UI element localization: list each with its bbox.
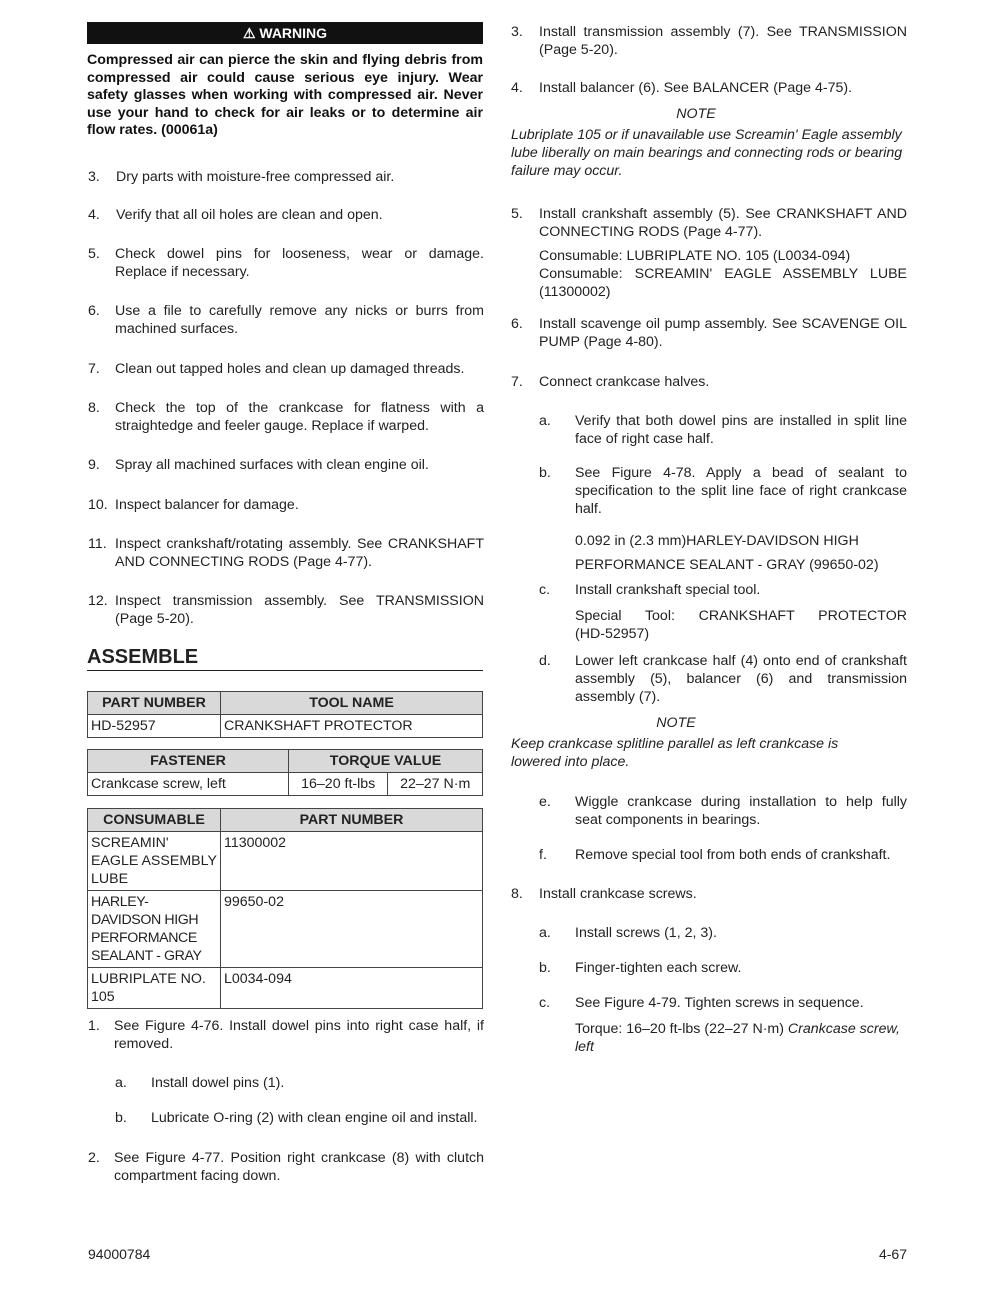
torque-spec: Torque: 16–20 ft-lbs (22–27 N·m) Crankcase screw, left bbox=[575, 1021, 900, 1055]
table-cell: HD-52957 bbox=[88, 715, 221, 738]
table-row bbox=[88, 968, 483, 1009]
table-cell: Crankcase screw, left bbox=[88, 773, 289, 796]
warning-banner: ⚠ WARNING bbox=[87, 22, 483, 44]
sealant-spec: 0.092 in (2.3 mm)HARLEY-DAVIDSON HIGH PERFORMANCE SEALANT - GRAY (99650-02) bbox=[575, 533, 879, 573]
table-cell: L0034-094 bbox=[221, 968, 483, 1009]
section-heading-assemble: ASSEMBLE bbox=[87, 646, 483, 671]
table-cell: LUBRIPLATE NO. 105 bbox=[88, 968, 221, 1009]
column-header: TOOL NAME bbox=[221, 692, 483, 715]
column-header: PART NUMBER bbox=[221, 809, 483, 832]
table-cell: SCREAMIN' EAGLE ASSEMBLY LUBE bbox=[88, 832, 221, 891]
note-title: NOTE bbox=[676, 106, 716, 122]
note-text: Lubriplate 105 or if unavailable use Screamin' Eagle assembly lube liberally on main bearings and connecting rods or bearing failure may occur. bbox=[511, 127, 903, 179]
column-header: FASTENER bbox=[88, 750, 289, 773]
table-row bbox=[88, 773, 483, 796]
tool-table bbox=[87, 691, 483, 738]
table-cell: 16–20 ft-lbs bbox=[289, 773, 388, 796]
left-column bbox=[87, 22, 483, 140]
table-cell: 22–27 N·m bbox=[388, 773, 483, 796]
warning-text: Compressed air can pierce the skin and flying debris from compressed air could cause serious eye injury. Wear safety glasses when working with compressed air. Never use your hand to check for air leaks or to determine air flow rates. (00061a) bbox=[87, 52, 483, 139]
consumable-table bbox=[87, 808, 483, 1009]
column-header: PART NUMBER bbox=[88, 692, 221, 715]
table-row bbox=[88, 832, 483, 891]
table-row bbox=[88, 891, 483, 968]
table-cell: CRANKSHAFT PROTECTOR bbox=[221, 715, 483, 738]
consumable-spec: Consumable: LUBRIPLATE NO. 105 (L0034-094) Consumable: SCREAMIN' EAGLE ASSEMBLY LUBE (11300002) bbox=[539, 248, 907, 300]
table-cell: HARLEY-DAVIDSON HIGH PERFORMANCE SEALANT - GRAY bbox=[88, 891, 221, 968]
note-text: Keep crankcase splitline parallel as left crankcase is lowered into place. bbox=[511, 736, 839, 770]
table-cell: 11300002 bbox=[221, 832, 483, 891]
special-tool-spec: Special Tool: CRANKSHAFT PROTECTOR (HD-52957) bbox=[575, 608, 907, 642]
table-cell: 99650-02 bbox=[221, 891, 483, 968]
document-number: 94000784 bbox=[88, 1246, 151, 1262]
fastener-table bbox=[87, 749, 483, 796]
column-header: CONSUMABLE bbox=[88, 809, 221, 832]
note-title: NOTE bbox=[656, 715, 696, 731]
column-header: TORQUE VALUE bbox=[289, 750, 483, 773]
table-row bbox=[88, 715, 483, 738]
page-number: 4-67 bbox=[878, 1246, 907, 1262]
